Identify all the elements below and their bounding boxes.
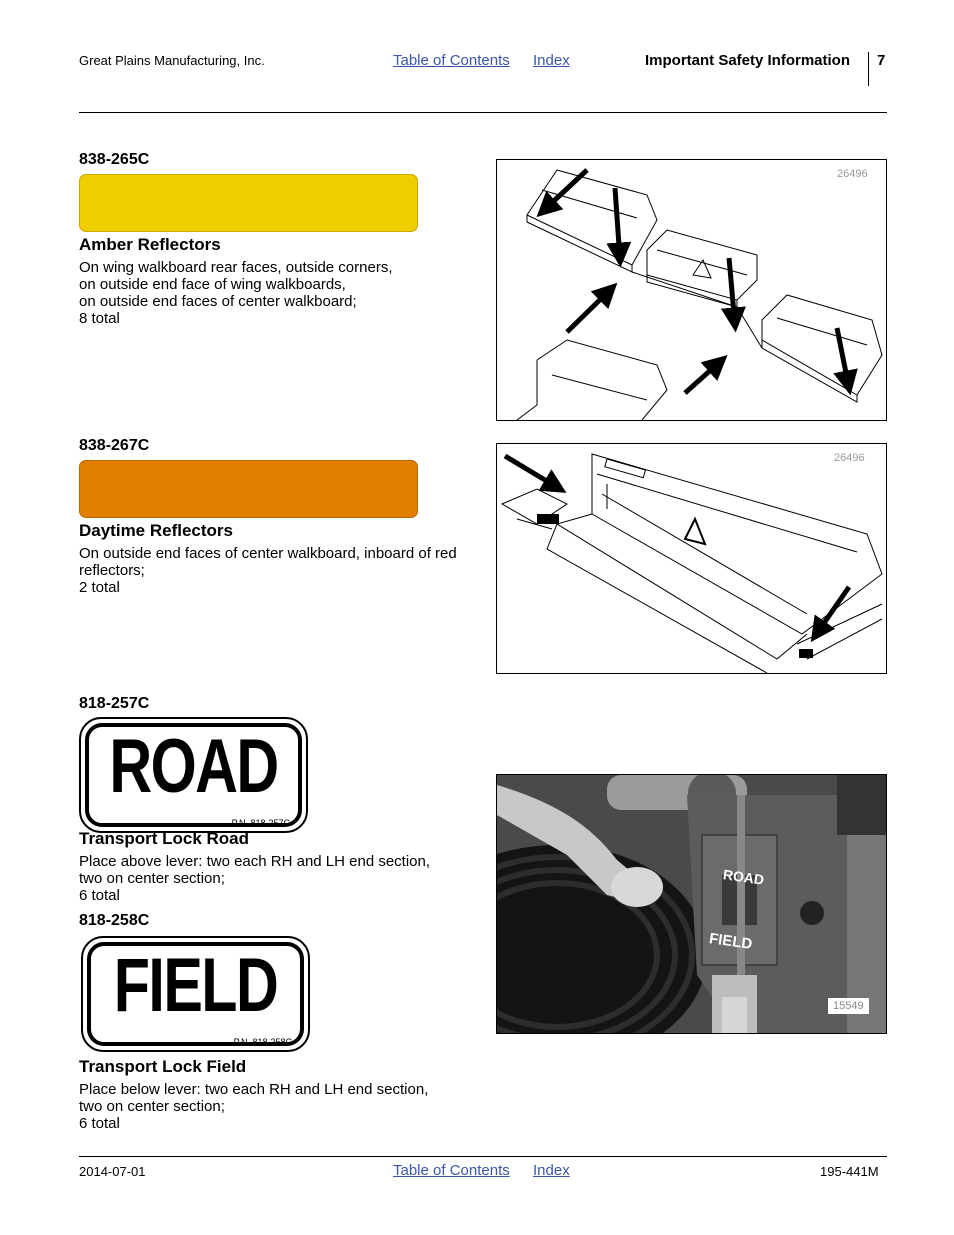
item-title: Transport Lock Field bbox=[79, 1057, 247, 1076]
item-description: Place above lever: two each RH and LH end section, two on center section; 6 total bbox=[79, 853, 431, 904]
document-number: 195-441M bbox=[820, 1164, 879, 1179]
decal-field-label: FIELD bbox=[708, 930, 754, 953]
transport-lock-photo-illustration bbox=[497, 775, 886, 1033]
sign-part-number: P.N. 818-257C bbox=[231, 818, 290, 828]
footer-toc-link[interactable]: Table of Contents bbox=[393, 1162, 510, 1179]
sign-part-number: P.N. 818-258C bbox=[233, 1037, 292, 1047]
page-number: 7 bbox=[877, 52, 886, 69]
sign-word: FIELD bbox=[113, 943, 278, 1028]
part-number: 818-257C bbox=[79, 695, 150, 712]
part-number: 838-267C bbox=[79, 437, 150, 454]
header-index-link[interactable]: Index bbox=[533, 52, 570, 69]
item-title: Transport Lock Road bbox=[79, 829, 250, 848]
road-sign-decal bbox=[79, 717, 308, 833]
transport-lock-photo bbox=[496, 774, 887, 1034]
figure-number: 26496 bbox=[837, 168, 868, 180]
walkboard-reflector-figure bbox=[496, 159, 887, 421]
footer-index-link[interactable]: Index bbox=[533, 1162, 570, 1179]
part-number: 838-265C bbox=[79, 151, 150, 168]
amber-reflector-swatch bbox=[79, 174, 418, 232]
center-walkboard-figure bbox=[496, 443, 887, 674]
figure-number: 26496 bbox=[834, 452, 865, 464]
footer-rule bbox=[79, 1156, 887, 1157]
figure-number: 15549 bbox=[828, 998, 869, 1014]
field-sign-decal bbox=[81, 936, 310, 1052]
section-title: Important Safety Information bbox=[645, 52, 851, 69]
decal-road-label: ROAD bbox=[722, 866, 766, 888]
header-divider bbox=[868, 52, 869, 86]
center-walkboard-illustration bbox=[497, 444, 886, 673]
daytime-reflector-swatch bbox=[79, 460, 418, 518]
walkboard-illustration bbox=[497, 160, 886, 420]
header-rule bbox=[79, 112, 887, 113]
header-toc-link[interactable]: Table of Contents bbox=[393, 52, 510, 69]
item-title: Amber Reflectors bbox=[79, 235, 221, 254]
footer-date: 2014-07-01 bbox=[79, 1164, 146, 1179]
sign-word: ROAD bbox=[109, 724, 278, 809]
item-title: Daytime Reflectors bbox=[79, 521, 234, 540]
company-name: Great Plains Manufacturing, Inc. bbox=[79, 53, 265, 68]
item-description: Place below lever: two each RH and LH end section, two on center section; 6 total bbox=[79, 1081, 429, 1132]
item-description: On outside end faces of center walkboard, inboard of red reflectors; 2 total bbox=[79, 545, 457, 596]
item-description: On wing walkboard rear faces, outside corners, on outside end face of wing walkboards, on outside end faces of center walkboard; 8 total bbox=[79, 259, 393, 327]
part-number: 818-258C bbox=[79, 912, 150, 929]
